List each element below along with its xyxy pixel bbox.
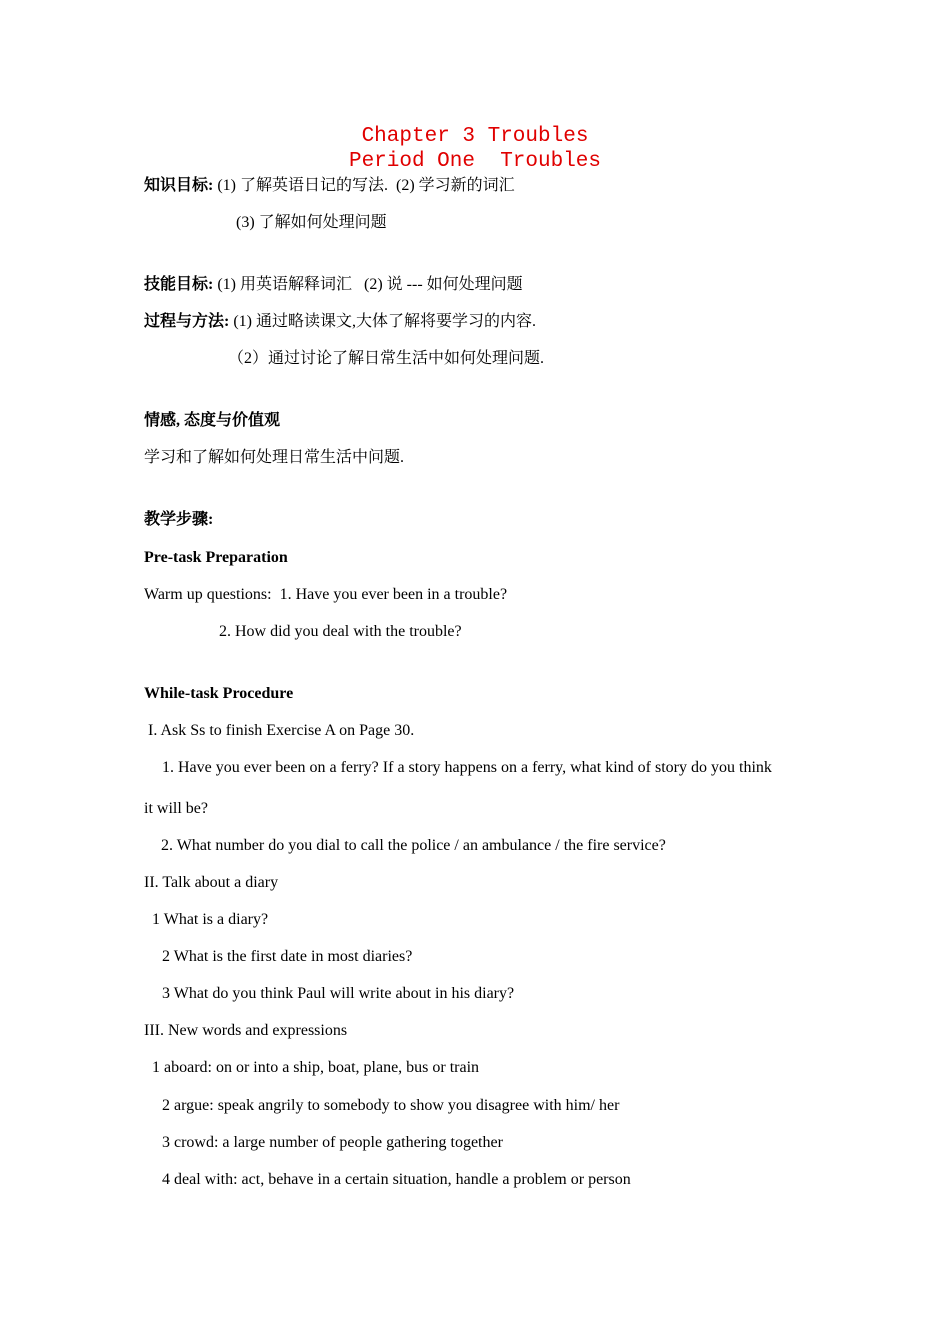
word-definition-2: 2 argue: speak angrily to somebody to show you disagree with him/ her (162, 1097, 620, 1114)
step-2-question-3: 3 What do you think Paul will write about in his diary? (162, 985, 515, 1002)
process-objective-cont: （2）通过讨论了解日常生活中如何处理问题. (228, 350, 545, 367)
emotion-text: 学习和了解如何处理日常生活中问题. (144, 449, 405, 466)
skill-label: 技能目标: (144, 276, 214, 293)
step-1: I. Ask Ss to finish Exercise A on Page 30. (148, 722, 415, 739)
word-definition-1: 1 aboard: on or into a ship, boat, plane, bus or train (152, 1059, 480, 1076)
pre-task-heading: Pre-task Preparation (144, 549, 288, 566)
step-3: III. New words and expressions (144, 1022, 348, 1039)
while-task-heading: While-task Procedure (144, 685, 294, 702)
step-2: II. Talk about a diary (144, 874, 279, 891)
emotion-label: 情感, 态度与价值观 (144, 412, 281, 429)
knowledge-label: 知识目标: (144, 177, 214, 194)
step-1-question-1: 1. Have you ever been on a ferry? If a story happens on a ferry, what kind of story do you think (162, 759, 772, 776)
skill-text: (1) 用英语解释词汇 (2) 说 --- 如何处理问题 (213, 276, 523, 293)
step-1-question-1-cont: it will be? (144, 800, 208, 817)
process-text: (1) 通过略读课文,大体了解将要学习的内容. (229, 313, 537, 330)
chapter-title: Chapter 3 Troubles (361, 125, 589, 148)
warm-up-question-1: Warm up questions: 1. Have you ever been in a trouble? (144, 586, 508, 603)
step-1-question-2: 2. What number do you dial to call the police / an ambulance / the fire service? (161, 837, 666, 854)
skill-objective (144, 275, 523, 295)
knowledge-objective-cont: (3) 了解如何处理问题 (236, 214, 387, 231)
word-definition-3: 3 crowd: a large number of people gathering together (162, 1134, 503, 1151)
steps-label: 教学步骤: (144, 511, 214, 528)
period-title: Period One Troubles (348, 150, 602, 173)
warm-up-question-2: 2. How did you deal with the trouble? (219, 623, 462, 640)
word-definition-4: 4 deal with: act, behave in a certain situation, handle a problem or person (162, 1171, 631, 1188)
knowledge-objective (144, 176, 515, 196)
knowledge-text: (1) 了解英语日记的写法. (2) 学习新的词汇 (213, 177, 515, 194)
step-2-question-2: 2 What is the first date in most diaries? (162, 948, 413, 965)
process-objective (144, 312, 536, 332)
step-2-question-1: 1 What is a diary? (152, 911, 269, 928)
process-label: 过程与方法: (144, 313, 230, 330)
